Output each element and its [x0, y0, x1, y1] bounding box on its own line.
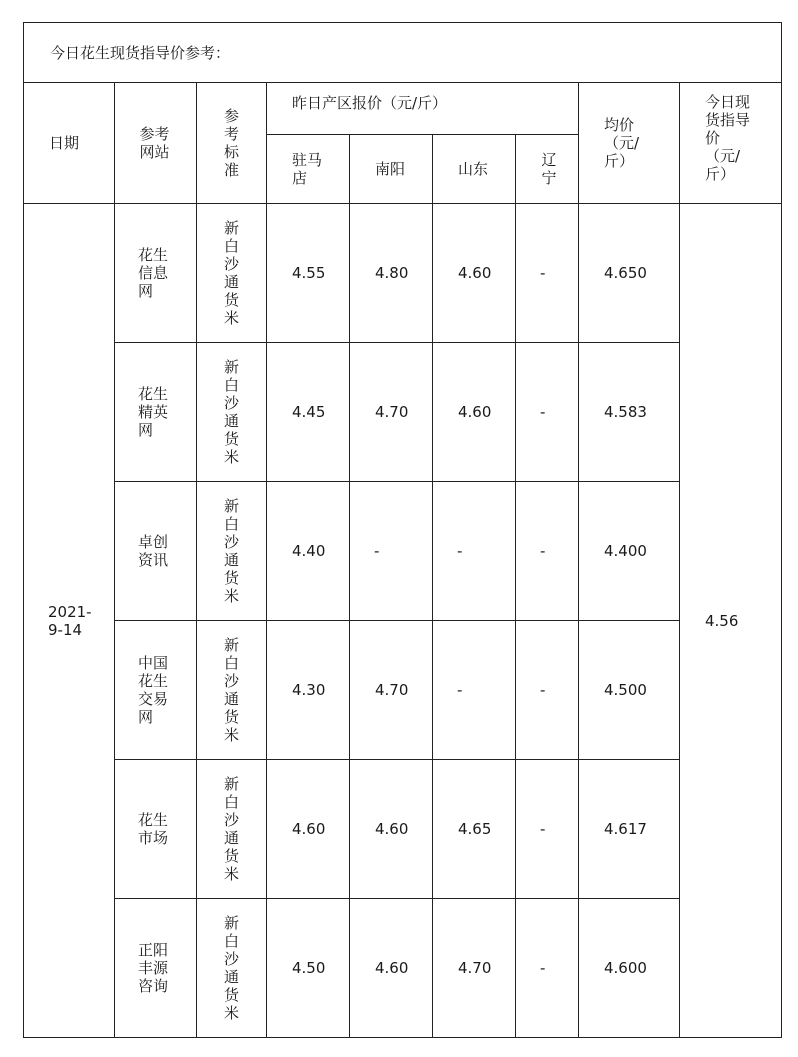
price-cell: - — [433, 621, 516, 760]
price-cell: 4.70 — [433, 899, 516, 1038]
site-name: 花生精英网 — [138, 385, 169, 439]
average-cell: 4.650 — [579, 204, 680, 343]
price-cell: - — [516, 482, 579, 621]
header-site: 参考网站 — [139, 125, 170, 161]
table-row — [24, 621, 782, 760]
average-cell: 4.600 — [579, 899, 680, 1038]
price-cell: 4.60 — [267, 760, 350, 899]
header-today-guide: 今日现货指导价（元/斤） — [705, 93, 751, 183]
price-cell: 4.40 — [267, 482, 350, 621]
price-cell: 4.70 — [350, 621, 433, 760]
price-cell: 4.65 — [433, 760, 516, 899]
price-cell: 4.60 — [350, 760, 433, 899]
price-cell: 4.60 — [433, 204, 516, 343]
price-cell: - — [516, 343, 579, 482]
header-yesterday-group: 昨日产区报价（元/斤） — [267, 83, 579, 135]
site-name: 花生市场 — [138, 811, 169, 847]
price-cell: 4.50 — [267, 899, 350, 1038]
table-row — [24, 343, 782, 482]
date-cell: 2021-9-14 — [48, 602, 92, 639]
price-cell: 4.60 — [433, 343, 516, 482]
table-row — [24, 482, 782, 621]
price-guide-table — [23, 22, 782, 1038]
average-cell: 4.617 — [579, 760, 680, 899]
price-cell: 4.45 — [267, 343, 350, 482]
site-name: 卓创资讯 — [138, 533, 169, 569]
site-name: 正阳丰源咨询 — [138, 941, 169, 995]
site-name: 花生信息网 — [138, 246, 169, 300]
standard-label: 新白沙通货米 — [223, 358, 239, 466]
price-cell: - — [516, 204, 579, 343]
table-row — [24, 899, 782, 1038]
average-cell: 4.500 — [579, 621, 680, 760]
table-row — [24, 760, 782, 899]
today-guide-price: 4.56 — [680, 204, 782, 1038]
header-average: 均价（元/斤） — [604, 116, 640, 170]
price-cell: - — [433, 482, 516, 621]
header-standard: 参考标准 — [223, 107, 239, 179]
standard-label: 新白沙通货米 — [223, 636, 239, 744]
table-caption: 今日花生现货指导价参考： — [24, 23, 782, 83]
average-cell: 4.400 — [579, 482, 680, 621]
standard-label: 新白沙通货米 — [223, 219, 239, 327]
price-cell: - — [350, 482, 433, 621]
average-cell: 4.583 — [579, 343, 680, 482]
price-cell: - — [516, 760, 579, 899]
price-cell: 4.70 — [350, 343, 433, 482]
site-name: 中国花生交易网 — [138, 654, 169, 726]
header-region-liaoning: 辽宁 — [541, 151, 557, 187]
price-cell: 4.55 — [267, 204, 350, 343]
header-region-zhumadian: 驻马店 — [292, 151, 323, 187]
header-region-shandong: 山东 — [433, 135, 516, 204]
price-cell: 4.80 — [350, 204, 433, 343]
price-cell: - — [516, 899, 579, 1038]
price-cell: 4.60 — [350, 899, 433, 1038]
standard-label: 新白沙通货米 — [223, 775, 239, 883]
standard-label: 新白沙通货米 — [223, 914, 239, 1022]
price-cell: - — [516, 621, 579, 760]
header-date: 日期 — [24, 83, 115, 204]
price-cell: 4.30 — [267, 621, 350, 760]
header-region-nanyang: 南阳 — [350, 135, 433, 204]
table-row — [24, 204, 782, 343]
standard-label: 新白沙通货米 — [223, 497, 239, 605]
